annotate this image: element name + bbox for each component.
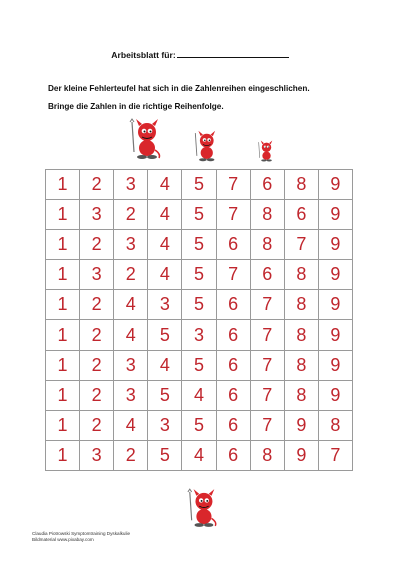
grid-row [46,170,353,200]
grid-cell: 2 [80,320,114,350]
grid-cell: 5 [148,320,182,350]
grid-cell: 8 [318,410,352,440]
grid-cell: 8 [284,380,318,410]
grid-row [46,290,353,320]
grid-cell: 9 [284,440,318,470]
grid-cell: 1 [46,350,80,380]
grid-cell: 1 [46,440,80,470]
grid-cell: 6 [216,410,250,440]
grid-cell: 5 [182,350,216,380]
grid-cell: 4 [148,200,182,230]
grid-cell: 8 [284,290,318,320]
grid-cell: 5 [182,200,216,230]
grid-cell: 7 [250,350,284,380]
grid-row [46,380,353,410]
grid-cell: 5 [148,380,182,410]
devil-icon [256,140,276,162]
grid-cell: 9 [318,290,352,320]
grid-cell: 4 [148,170,182,200]
grid-cell: 1 [46,200,80,230]
grid-cell: 2 [80,170,114,200]
grid-cell: 8 [250,200,284,230]
grid-row [46,350,353,380]
grid-cell: 6 [216,350,250,380]
grid-cell: 3 [114,380,148,410]
footer-image-source: Bildmaterial www.pixabay.com [32,537,94,542]
grid-cell: 1 [46,260,80,290]
grid-cell: 3 [80,260,114,290]
grid-cell: 3 [148,290,182,320]
grid-cell: 3 [80,200,114,230]
grid-cell: 7 [216,170,250,200]
worksheet-header [0,49,400,60]
grid-cell: 3 [114,170,148,200]
grid-cell: 6 [216,320,250,350]
grid-row [46,230,353,260]
footer-credit: Claudia Piotrowski Symptomtraining Dyskalkulie [32,531,131,536]
instruction-line-1: Der kleine Fehlerteufel hat sich in die Zahlenreihen eingeschlichen. [48,84,310,93]
grid-cell: 7 [250,320,284,350]
grid-cell: 7 [250,290,284,320]
grid-cell: 1 [46,290,80,320]
grid-cell: 2 [114,200,148,230]
grid-cell: 6 [250,170,284,200]
grid-cell: 2 [80,380,114,410]
grid-cell: 7 [250,380,284,410]
grid-cell: 4 [182,440,216,470]
grid-cell: 4 [148,260,182,290]
name-blank-line [177,49,289,58]
grid-cell: 4 [114,410,148,440]
grid-cell: 6 [284,200,318,230]
grid-cell: 1 [46,320,80,350]
grid-cell: 5 [182,170,216,200]
grid-cell: 7 [284,230,318,260]
grid-cell: 8 [284,350,318,380]
grid-cell: 9 [318,320,352,350]
grid-cell: 4 [148,350,182,380]
grid-cell: 2 [80,290,114,320]
grid-cell: 3 [114,350,148,380]
grid-cell: 2 [114,260,148,290]
grid-row [46,200,353,230]
grid-cell: 3 [182,320,216,350]
grid-cell: 6 [250,260,284,290]
grid-row [46,410,353,440]
grid-cell: 2 [80,350,114,380]
grid-row [46,320,353,350]
grid-cell: 3 [148,410,182,440]
grid-cell: 2 [114,440,148,470]
grid-cell: 8 [284,170,318,200]
grid-cell: 5 [182,410,216,440]
grid-cell: 8 [250,440,284,470]
instruction-line-2: Bringe die Zahlen in die richtige Reihenfolge. [48,102,224,111]
grid-cell: 2 [80,410,114,440]
grid-cell: 3 [114,230,148,260]
grid-cell: 7 [216,200,250,230]
grid-cell: 5 [148,440,182,470]
grid-cell: 1 [46,170,80,200]
grid-cell: 6 [216,440,250,470]
grid-cell: 9 [284,410,318,440]
grid-cell: 6 [216,230,250,260]
grid-cell: 7 [216,260,250,290]
grid-cell: 5 [182,230,216,260]
grid-cell: 6 [216,290,250,320]
grid-cell: 9 [318,350,352,380]
devil-icon [128,118,164,160]
grid-cell: 7 [250,410,284,440]
grid-cell: 5 [182,260,216,290]
grid-cell: 4 [114,290,148,320]
grid-cell: 9 [318,170,352,200]
grid-cell: 3 [80,440,114,470]
devil-icon [186,488,220,528]
grid-cell: 4 [114,320,148,350]
grid-cell: 8 [284,260,318,290]
worksheet-label: Arbeitsblatt für: [111,50,176,60]
grid-cell: 8 [250,230,284,260]
grid-cell: 6 [216,380,250,410]
devil-icon [192,130,220,162]
grid-cell: 8 [284,320,318,350]
grid-cell: 9 [318,380,352,410]
grid-row [46,260,353,290]
number-grid [45,169,353,471]
grid-cell: 4 [148,230,182,260]
grid-cell: 9 [318,260,352,290]
grid-cell: 1 [46,380,80,410]
grid-cell: 2 [80,230,114,260]
grid-cell: 4 [182,380,216,410]
grid-cell: 1 [46,410,80,440]
grid-cell: 5 [182,290,216,320]
grid-cell: 7 [318,440,352,470]
grid-cell: 1 [46,230,80,260]
grid-cell: 9 [318,230,352,260]
grid-cell: 9 [318,200,352,230]
grid-row [46,440,353,470]
